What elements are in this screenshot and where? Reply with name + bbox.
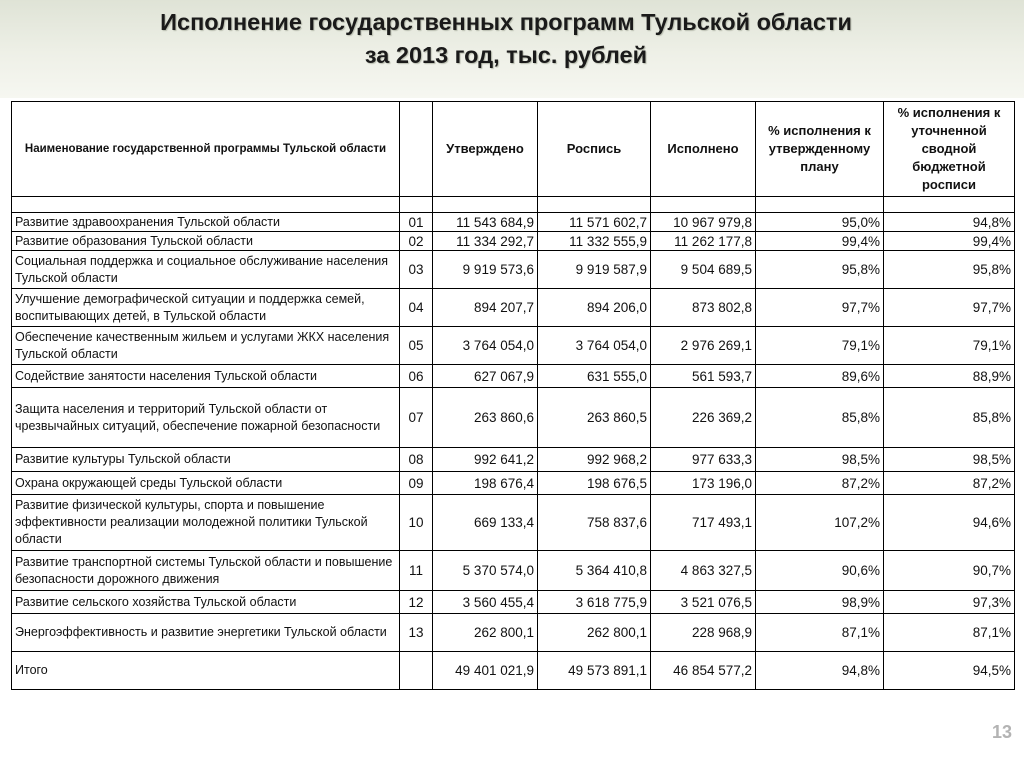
cell-approved: 9 919 573,6 — [433, 251, 538, 289]
cell-program-name: Итого — [12, 652, 400, 690]
cell-executed: 3 521 076,5 — [651, 591, 756, 614]
cell-executed: 2 976 269,1 — [651, 327, 756, 365]
header-listing: Роспись — [538, 102, 651, 197]
cell-pct-budget: 98,5% — [884, 448, 1015, 472]
header-executed: Исполнено — [651, 102, 756, 197]
cell-executed: 228 968,9 — [651, 614, 756, 652]
cell-approved: 262 800,1 — [433, 614, 538, 652]
table-row — [12, 388, 1015, 448]
cell-program-code: 07 — [400, 388, 433, 448]
spacer-row — [12, 197, 1015, 213]
cell-executed: 173 196,0 — [651, 472, 756, 495]
table-row — [12, 251, 1015, 289]
slide-header — [0, 0, 1024, 98]
cell-pct-budget: 94,5% — [884, 652, 1015, 690]
table-row — [12, 213, 1015, 232]
spacer-cell — [433, 197, 538, 213]
header-code — [400, 102, 433, 197]
cell-approved: 627 067,9 — [433, 365, 538, 388]
spacer-cell — [538, 197, 651, 213]
cell-program-name: Развитие культуры Тульской области — [12, 448, 400, 472]
slide-title — [0, 6, 1012, 72]
table-row — [12, 591, 1015, 614]
cell-pct-plan: 95,0% — [756, 213, 884, 232]
cell-listing: 992 968,2 — [538, 448, 651, 472]
cell-listing: 263 860,5 — [538, 388, 651, 448]
table-row — [12, 472, 1015, 495]
cell-program-code: 03 — [400, 251, 433, 289]
table-row — [12, 365, 1015, 388]
cell-executed: 561 593,7 — [651, 365, 756, 388]
cell-pct-budget: 90,7% — [884, 551, 1015, 591]
slide-title-line-1: Исполнение государственных программ Тульской области — [160, 9, 852, 35]
header-approved: Утверждено — [433, 102, 538, 197]
cell-pct-plan: 98,5% — [756, 448, 884, 472]
cell-program-code: 12 — [400, 591, 433, 614]
cell-approved: 198 676,4 — [433, 472, 538, 495]
cell-approved: 49 401 021,9 — [433, 652, 538, 690]
slide-title-line-2: за 2013 год, тыс. рублей — [364, 42, 648, 68]
cell-program-name: Социальная поддержка и социальное обслуживание населения Тульской области — [12, 251, 400, 289]
cell-approved: 669 133,4 — [433, 495, 538, 551]
cell-program-code: 02 — [400, 232, 433, 251]
cell-program-name: Охрана окружающей среды Тульской области — [12, 472, 400, 495]
cell-pct-plan: 87,1% — [756, 614, 884, 652]
header-pct-plan: % исполнения к утвержденному плану — [756, 102, 884, 197]
programs-table — [11, 101, 1015, 690]
cell-approved: 11 334 292,7 — [433, 232, 538, 251]
page-number: 13 — [991, 722, 1012, 742]
cell-pct-plan: 94,8% — [756, 652, 884, 690]
cell-pct-plan: 99,4% — [756, 232, 884, 251]
cell-approved: 894 207,7 — [433, 289, 538, 327]
header-name: Наименование государственной программы Тульской области — [12, 102, 400, 197]
cell-listing: 758 837,6 — [538, 495, 651, 551]
table-row — [12, 614, 1015, 652]
cell-program-name: Развитие образования Тульской области — [12, 232, 400, 251]
cell-pct-budget: 97,3% — [884, 591, 1015, 614]
cell-program-name: Развитие сельского хозяйства Тульской области — [12, 591, 400, 614]
cell-pct-budget: 95,8% — [884, 251, 1015, 289]
cell-approved: 263 860,6 — [433, 388, 538, 448]
header-row — [12, 102, 1015, 197]
cell-program-name: Развитие транспортной системы Тульской области и повышение безопасности дорожного движения — [12, 551, 400, 591]
cell-pct-plan: 79,1% — [756, 327, 884, 365]
cell-executed: 226 369,2 — [651, 388, 756, 448]
spacer-cell — [756, 197, 884, 213]
total-row — [12, 652, 1015, 690]
cell-listing: 3 764 054,0 — [538, 327, 651, 365]
cell-pct-budget: 85,8% — [884, 388, 1015, 448]
cell-pct-budget: 99,4% — [884, 232, 1015, 251]
table-row — [12, 232, 1015, 251]
cell-program-code: 10 — [400, 495, 433, 551]
cell-program-name: Улучшение демографической ситуации и поддержка семей, воспитывающих детей, в Тульской области — [12, 289, 400, 327]
cell-pct-plan: 95,8% — [756, 251, 884, 289]
cell-program-code: 01 — [400, 213, 433, 232]
cell-program-code: 06 — [400, 365, 433, 388]
cell-listing: 3 618 775,9 — [538, 591, 651, 614]
cell-program-name: Защита населения и территорий Тульской области от чрезвычайных ситуаций, обеспечение пожарной безопасности — [12, 388, 400, 448]
cell-pct-budget: 87,2% — [884, 472, 1015, 495]
cell-program-code: 04 — [400, 289, 433, 327]
cell-listing: 11 571 602,7 — [538, 213, 651, 232]
cell-approved: 992 641,2 — [433, 448, 538, 472]
cell-program-name: Развитие здравоохранения Тульской области — [12, 213, 400, 232]
cell-listing: 49 573 891,1 — [538, 652, 651, 690]
cell-listing: 262 800,1 — [538, 614, 651, 652]
spacer-cell — [400, 197, 433, 213]
cell-pct-budget: 79,1% — [884, 327, 1015, 365]
cell-program-code: 13 — [400, 614, 433, 652]
cell-executed: 873 802,8 — [651, 289, 756, 327]
cell-approved: 5 370 574,0 — [433, 551, 538, 591]
cell-listing: 198 676,5 — [538, 472, 651, 495]
cell-pct-plan: 97,7% — [756, 289, 884, 327]
spacer-cell — [12, 197, 400, 213]
cell-listing: 9 919 587,9 — [538, 251, 651, 289]
cell-pct-plan: 89,6% — [756, 365, 884, 388]
cell-executed: 4 863 327,5 — [651, 551, 756, 591]
cell-program-name: Обеспечение качественным жильем и услугами ЖКХ населения Тульской области — [12, 327, 400, 365]
cell-listing: 894 206,0 — [538, 289, 651, 327]
table-header — [12, 102, 1015, 197]
cell-program-name: Развитие физической культуры, спорта и повышение эффективности реализации молодежной политики Тульской области — [12, 495, 400, 551]
spacer-cell — [884, 197, 1015, 213]
header-pct-budget: % исполнения к уточненной сводной бюджетной росписи — [884, 102, 1015, 197]
cell-program-code: 05 — [400, 327, 433, 365]
cell-listing: 631 555,0 — [538, 365, 651, 388]
cell-pct-plan: 107,2% — [756, 495, 884, 551]
table-body — [12, 197, 1015, 690]
cell-program-name: Содействие занятости населения Тульской области — [12, 365, 400, 388]
cell-pct-budget: 88,9% — [884, 365, 1015, 388]
cell-executed: 10 967 979,8 — [651, 213, 756, 232]
cell-approved: 11 543 684,9 — [433, 213, 538, 232]
cell-program-code: 09 — [400, 472, 433, 495]
cell-pct-budget: 94,6% — [884, 495, 1015, 551]
cell-pct-plan: 90,6% — [756, 551, 884, 591]
cell-executed: 977 633,3 — [651, 448, 756, 472]
table-row — [12, 327, 1015, 365]
cell-listing: 5 364 410,8 — [538, 551, 651, 591]
spacer-cell — [651, 197, 756, 213]
cell-program-code: 08 — [400, 448, 433, 472]
cell-pct-budget: 94,8% — [884, 213, 1015, 232]
cell-program-code — [400, 652, 433, 690]
cell-approved: 3 764 054,0 — [433, 327, 538, 365]
cell-pct-plan: 87,2% — [756, 472, 884, 495]
table-row — [12, 289, 1015, 327]
table-row — [12, 448, 1015, 472]
cell-program-name: Энергоэффективность и развитие энергетики Тульской области — [12, 614, 400, 652]
table-row — [12, 551, 1015, 591]
cell-executed: 717 493,1 — [651, 495, 756, 551]
cell-listing: 11 332 555,9 — [538, 232, 651, 251]
cell-executed: 11 262 177,8 — [651, 232, 756, 251]
cell-approved: 3 560 455,4 — [433, 591, 538, 614]
cell-executed: 46 854 577,2 — [651, 652, 756, 690]
cell-executed: 9 504 689,5 — [651, 251, 756, 289]
cell-pct-plan: 85,8% — [756, 388, 884, 448]
cell-pct-budget: 97,7% — [884, 289, 1015, 327]
cell-program-code: 11 — [400, 551, 433, 591]
cell-pct-budget: 87,1% — [884, 614, 1015, 652]
cell-pct-plan: 98,9% — [756, 591, 884, 614]
table-row — [12, 495, 1015, 551]
